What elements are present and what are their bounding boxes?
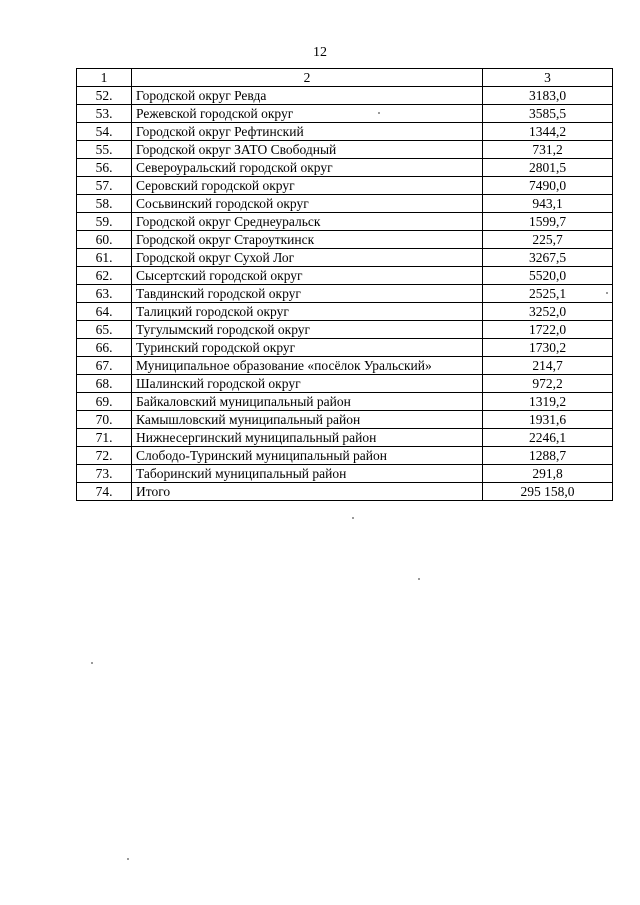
amount-cell: 1344,2 [483, 123, 613, 141]
amount-cell: 731,2 [483, 141, 613, 159]
amount-cell: 1722,0 [483, 321, 613, 339]
amount-cell: 1319,2 [483, 393, 613, 411]
table-row [77, 123, 613, 141]
row-number-cell: 66. [77, 339, 132, 357]
row-number-cell: 73. [77, 465, 132, 483]
municipality-name-cell: Сосьвинский городской округ [132, 195, 483, 213]
row-number-cell: 60. [77, 231, 132, 249]
municipality-name-cell: Итого [132, 483, 483, 501]
municipality-name-cell: Сысертский городской округ [132, 267, 483, 285]
row-number-cell: 72. [77, 447, 132, 465]
amount-cell: 295 158,0 [483, 483, 613, 501]
table-row [77, 357, 613, 375]
row-number-cell: 64. [77, 303, 132, 321]
scan-speck [91, 662, 93, 664]
municipality-name-cell: Североуральский городской округ [132, 159, 483, 177]
row-number-cell: 70. [77, 411, 132, 429]
amount-cell: 214,7 [483, 357, 613, 375]
scan-speck [606, 292, 608, 294]
municipality-name-cell: Камышловский муниципальный район [132, 411, 483, 429]
table-row [77, 231, 613, 249]
municipality-name-cell: Нижнесергинский муниципальный район [132, 429, 483, 447]
municipality-name-cell: Городской округ Староуткинск [132, 231, 483, 249]
table-row [77, 249, 613, 267]
row-number-cell: 71. [77, 429, 132, 447]
scan-speck [127, 858, 129, 860]
table-row [77, 159, 613, 177]
row-number-cell: 62. [77, 267, 132, 285]
table-row [77, 321, 613, 339]
municipality-name-cell: Талицкий городской округ [132, 303, 483, 321]
row-number-cell: 67. [77, 357, 132, 375]
row-number-cell: 61. [77, 249, 132, 267]
row-number-cell: 53. [77, 105, 132, 123]
table-row [77, 177, 613, 195]
table-row [77, 483, 613, 501]
table-row [77, 105, 613, 123]
municipality-name-cell: Таборинский муниципальный район [132, 465, 483, 483]
table-row [77, 411, 613, 429]
table-row [77, 285, 613, 303]
table-row [77, 141, 613, 159]
table-row [77, 339, 613, 357]
amount-cell: 5520,0 [483, 267, 613, 285]
municipality-name-cell: Слободо-Туринский муниципальный район [132, 447, 483, 465]
table-body [77, 87, 613, 501]
table-row [77, 429, 613, 447]
amount-cell: 3183,0 [483, 87, 613, 105]
amount-cell: 943,1 [483, 195, 613, 213]
row-number-cell: 59. [77, 213, 132, 231]
municipality-name-cell: Шалинский городской округ [132, 375, 483, 393]
municipality-name-cell: Городской округ Рефтинский [132, 123, 483, 141]
row-number-cell: 54. [77, 123, 132, 141]
municipality-name-cell: Режевской городской округ [132, 105, 483, 123]
row-number-cell: 74. [77, 483, 132, 501]
row-number-cell: 57. [77, 177, 132, 195]
amount-cell: 1599,7 [483, 213, 613, 231]
amount-cell: 1931,6 [483, 411, 613, 429]
amount-cell: 2801,5 [483, 159, 613, 177]
amount-cell: 2246,1 [483, 429, 613, 447]
municipality-name-cell: Городской округ ЗАТО Свободный [132, 141, 483, 159]
municipality-name-cell: Серовский городской округ [132, 177, 483, 195]
scan-speck [378, 112, 380, 114]
column-header-name: 2 [132, 69, 483, 87]
column-header-value: 3 [483, 69, 613, 87]
amount-cell: 3585,5 [483, 105, 613, 123]
municipality-name-cell: Тугулымский городской округ [132, 321, 483, 339]
amount-cell: 972,2 [483, 375, 613, 393]
amount-cell: 3267,5 [483, 249, 613, 267]
municipality-name-cell: Тавдинский городской округ [132, 285, 483, 303]
row-number-cell: 58. [77, 195, 132, 213]
amount-cell: 291,8 [483, 465, 613, 483]
amount-cell: 3252,0 [483, 303, 613, 321]
row-number-cell: 56. [77, 159, 132, 177]
table-header-row [77, 69, 613, 87]
row-number-cell: 55. [77, 141, 132, 159]
scan-speck [352, 517, 354, 519]
table-row [77, 195, 613, 213]
amount-cell: 1288,7 [483, 447, 613, 465]
table-row [77, 303, 613, 321]
row-number-cell: 69. [77, 393, 132, 411]
data-table [76, 68, 613, 501]
amount-cell: 7490,0 [483, 177, 613, 195]
amount-cell: 2525,1 [483, 285, 613, 303]
row-number-cell: 52. [77, 87, 132, 105]
row-number-cell: 68. [77, 375, 132, 393]
column-header-number: 1 [77, 69, 132, 87]
table-row [77, 393, 613, 411]
page-number: 12 [313, 45, 327, 60]
table-row [77, 375, 613, 393]
municipality-name-cell: Городской округ Сухой Лог [132, 249, 483, 267]
table-row [77, 465, 613, 483]
municipality-name-cell: Городской округ Ревда [132, 87, 483, 105]
table-row [77, 447, 613, 465]
row-number-cell: 63. [77, 285, 132, 303]
scan-speck [418, 578, 420, 580]
municipality-name-cell: Байкаловский муниципальный район [132, 393, 483, 411]
amount-cell: 1730,2 [483, 339, 613, 357]
row-number-cell: 65. [77, 321, 132, 339]
table-row [77, 267, 613, 285]
municipality-name-cell: Туринский городской округ [132, 339, 483, 357]
table-row [77, 213, 613, 231]
municipality-name-cell: Муниципальное образование «посёлок Уральский» [132, 357, 483, 375]
table-row [77, 87, 613, 105]
amount-cell: 225,7 [483, 231, 613, 249]
municipality-name-cell: Городской округ Среднеуральск [132, 213, 483, 231]
